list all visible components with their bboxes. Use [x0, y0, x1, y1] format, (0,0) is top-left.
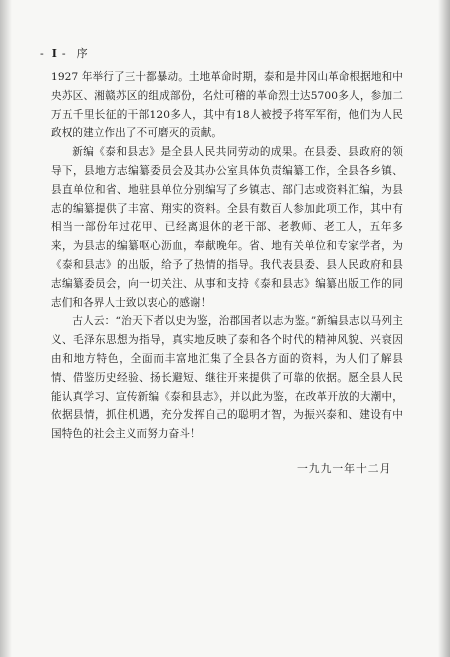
page-header [40, 45, 90, 61]
scan-edge-shadow-left [0, 0, 12, 657]
paragraph-conclusion: 古人云：“治天下者以史为鉴，治郡国者以志为鉴。”新编县志以马列主义、毛泽东思想为指导，真实地反映了泰和各个时代的精神风貌、兴衰因由和地方特色，全面而丰富地汇集了全县各方面的资料，为人们了解县情、借鉴历史经验、扬长避短、继往开来提供了可靠的依据。愿全县人民能认真学习、宣传新编《泰和县志》，并以此为鉴，在改革开放的大潮中，依据县情，抓住机遇，充分发挥自己的聪明才智，为振兴泰和、建设有中国特色的社会主义而努力奋斗！ [51, 315, 403, 441]
section-title: 序 [76, 47, 90, 60]
page-number: I [51, 47, 59, 60]
paragraph-continuation: 1927 年举行了三十都暴动。土地革命时期，泰和是井冈山革命根据地和中央苏区、湘赣苏区的组成部份，名灶可稽的革命烈士达5700多人，参加二万五千里长征的干部120多人，其中有18人被授予将军军衔，他们为人民政权的建立作出了不可磨灭的贡献。 [51, 71, 403, 140]
scan-edge-shadow-right [438, 0, 450, 657]
signature-date: 一九九一年十二月 [297, 462, 392, 475]
header-dash: - [40, 47, 46, 60]
preface-body [51, 68, 403, 444]
paragraph-acknowledgement: 新编《泰和县志》是全县人民共同劳动的成果。在县委、县政府的领导下，县地方志编纂委员会及其办公室具体负责编纂工作，全县各乡镇、县直单位和省、地驻县单位分别编写了乡镇志、部门志或资料汇编，为县志的编纂提供了丰富、翔实的资料。全县有数百人参加此项工作，其中有相当一部份年过花甲、已经离退休的老干部、老教师、老工人，五年多来，为县志的编纂呕心沥血，奉献晚年。省、地有关单位和专家学者，为《泰和县志》的出版，给予了热情的指导。我代表县委、县人民政府和县志编纂委员会，向一切关注、从事和支持《泰和县志》编纂出版工作的同志们和各界人士致以衷心的感谢！ [51, 146, 403, 309]
header-dash-2: - [61, 47, 68, 60]
